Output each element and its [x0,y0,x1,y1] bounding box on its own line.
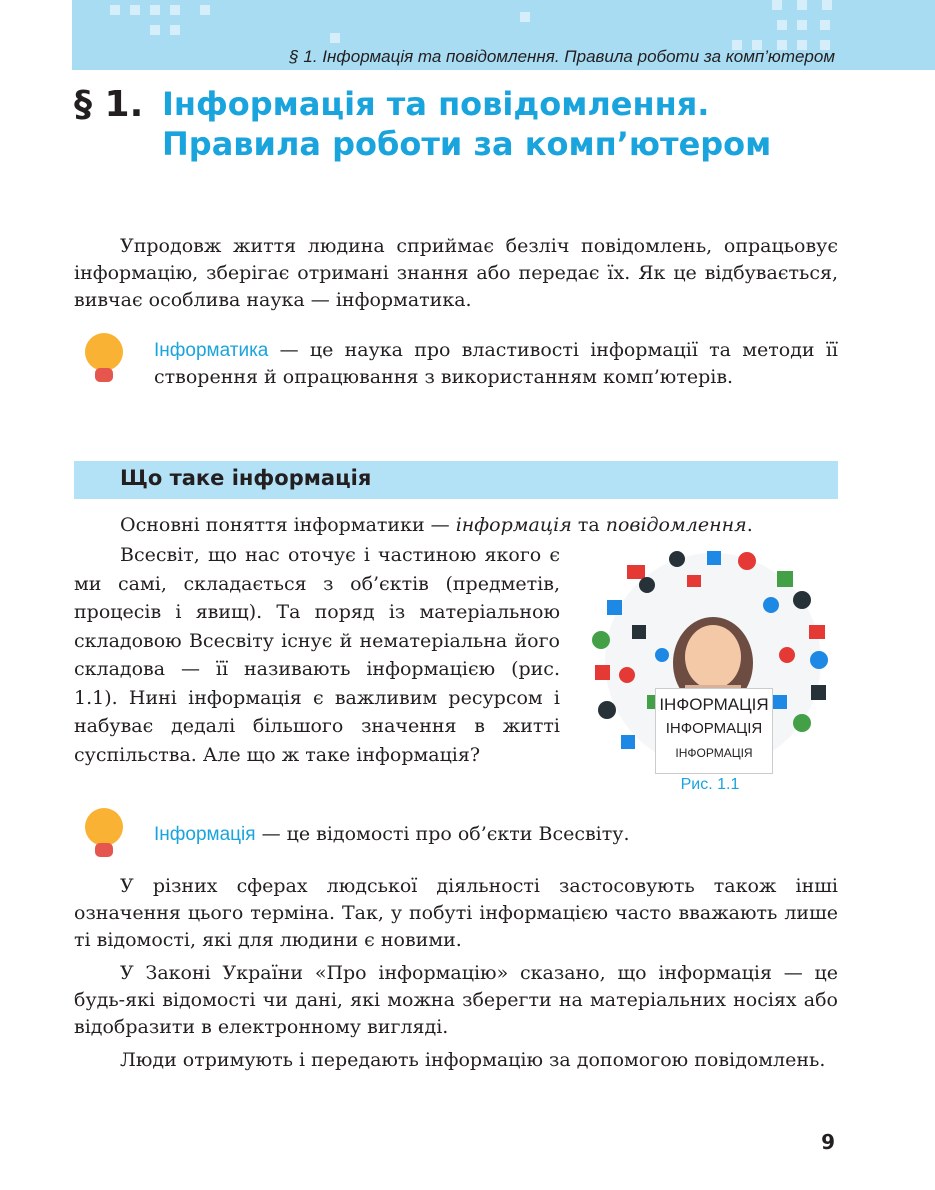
decor-square [150,5,160,15]
decor-square [170,5,180,15]
sign-line-1: ІНФОРМАЦІЯ [659,695,769,714]
definition-information-text: — це відомості про об’єкти Всесвіту. [255,823,630,845]
decor-square [777,20,787,30]
definition-informatics [154,337,838,391]
information-sign [655,688,773,774]
section-heading-bar [74,461,838,499]
law-paragraph: У Законі України «Про інформацію» сказано, що інформація — це будь-які відомості чи дані, які можна зберегти на матеріальних носіях або відобразити в електронному вигляді. [74,962,838,1038]
decor-square [130,5,140,15]
figure-caption: Рис. 1.1 [680,776,740,793]
lightbulb-icon [84,808,124,864]
decor-square [110,5,120,15]
section-heading: Що таке інформація [120,466,372,490]
term-information: інформація [455,514,572,536]
sign-line-2: ІНФОРМАЦІЯ [665,720,763,737]
decor-square [772,0,782,10]
universe-paragraph: Всесвіт, що нас оточує і частиною якого є ми самі, складається з об’єктів (предметів, процесів і явищ). Та поряд із матеріальною складовою Всесвіту існує й нематеріальна його складова — її називають інформацією (рис. 1.1). Нині інформація є важливим ресурсом і набуває дедалі більшого значення в житті суспільства. Але що ж таке інформація? [74,544,560,766]
page-number: 9 [821,1130,835,1154]
section-number: § 1. [74,84,144,125]
decor-square [797,20,807,30]
spheres-paragraph: У різних сферах людської діяльності застосовують також інші означення цього терміна. Так, у побуті інформацією часто вважають лише ті відомості, які для людини є новими. [74,875,838,951]
decor-square [170,25,180,35]
decor-square [520,12,530,22]
term-informatics: Інформатика [154,340,269,361]
running-head: § 1. Інформація та повідомлення. Правила роботи за комп’ютером [289,47,835,66]
decor-square [822,0,832,10]
intro-paragraph: Упродовж життя людина сприймає безліч повідомлень, опрацьовує інформацію, зберігає отримані знання або передає їх. Як це відбувається, вивчає особлива наука — інформатика. [74,235,838,311]
decor-square [150,25,160,35]
decor-square [820,20,830,30]
term-information-def: Інформація [154,824,256,845]
sign-line-3: ІНФОРМАЦІЯ [675,746,753,760]
definition-informatics-text: — це наука про властивості інформації та методи її створення й опрацювання з використанням комп’ютерів. [154,339,838,388]
decor-square [330,33,340,43]
lightbulb-icon [84,333,124,389]
basics-mid: та [571,514,606,536]
definition-information [154,821,838,848]
term-message: повідомлення [605,514,747,536]
decor-square [200,5,210,15]
people-paragraph: Люди отримують і передають інформацію за допомогою повідомлень. [120,1049,826,1071]
basics-lead: Основні поняття інформатики — [120,514,456,536]
basics-paragraph [74,512,838,539]
basics-end: . [746,514,753,536]
decor-square [797,0,807,10]
page-title: Інформація та повідомлення. Правила роботи за комп’ютером [162,85,772,163]
